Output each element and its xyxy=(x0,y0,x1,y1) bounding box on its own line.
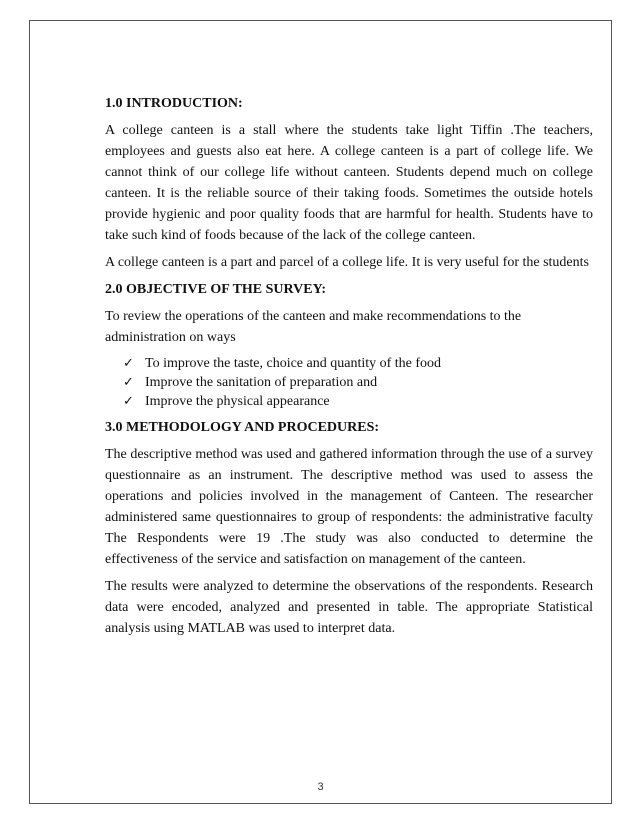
list-item xyxy=(123,392,593,411)
objective-list xyxy=(105,354,593,411)
list-item xyxy=(123,373,593,392)
methodology-heading: 3.0 METHODOLOGY AND PROCEDURES: xyxy=(105,420,380,435)
list-item-text: To improve the taste, choice and quantity of the food xyxy=(145,356,442,371)
page-frame xyxy=(29,20,612,804)
list-item-text: Improve the physical appearance xyxy=(145,394,330,409)
list-item-text: Improve the sanitation of preparation and xyxy=(145,375,378,390)
objective-paragraph: To review the operations of the canteen and make recommendations to the administration on ways xyxy=(105,309,522,345)
list-item xyxy=(123,354,593,373)
introduction-paragraph-2: A college canteen is a part and parcel of a college life. It is very useful for the students xyxy=(105,255,589,270)
page-number: 3 xyxy=(317,781,324,793)
introduction-heading: 1.0 INTRODUCTION: xyxy=(105,96,243,111)
introduction-paragraph-1: A college canteen is a stall where the students take light Tiffin .The teachers, employees and guests also eat here. A college canteen is a part of college life. We cannot think of our college life without canteen. Students depend much on college canteen. It is the reliable source of their taking foods. Sometimes the outside hotels provide hygienic and poor quality foods that are harmful for health. Students have to take such kind of foods because of the lack of the college canteen. xyxy=(105,123,593,243)
objective-heading: 2.0 OBJECTIVE OF THE SURVEY: xyxy=(105,282,327,297)
checkmark-icon: ✓ xyxy=(123,356,134,371)
checkmark-icon: ✓ xyxy=(123,394,134,409)
checkmark-icon: ✓ xyxy=(123,375,134,390)
methodology-paragraph-1: The descriptive method was used and gathered information through the use of a survey questionnaire as an instrument. The descriptive method was used to assess the operations and policies involved in the management of Canteen. The researcher administered same questionnaires to group of respondents: the administrative faculty The Respondents were 19 .The study was also conducted to determine the effectiveness of the service and satisfaction on management of the canteen. xyxy=(105,447,593,567)
page-content xyxy=(105,93,593,645)
methodology-paragraph-2: The results were analyzed to determine the observations of the respondents. Research data were encoded, analyzed and presented in table. The appropriate Statistical analysis using MATLAB was used to interpret data. xyxy=(105,579,593,636)
